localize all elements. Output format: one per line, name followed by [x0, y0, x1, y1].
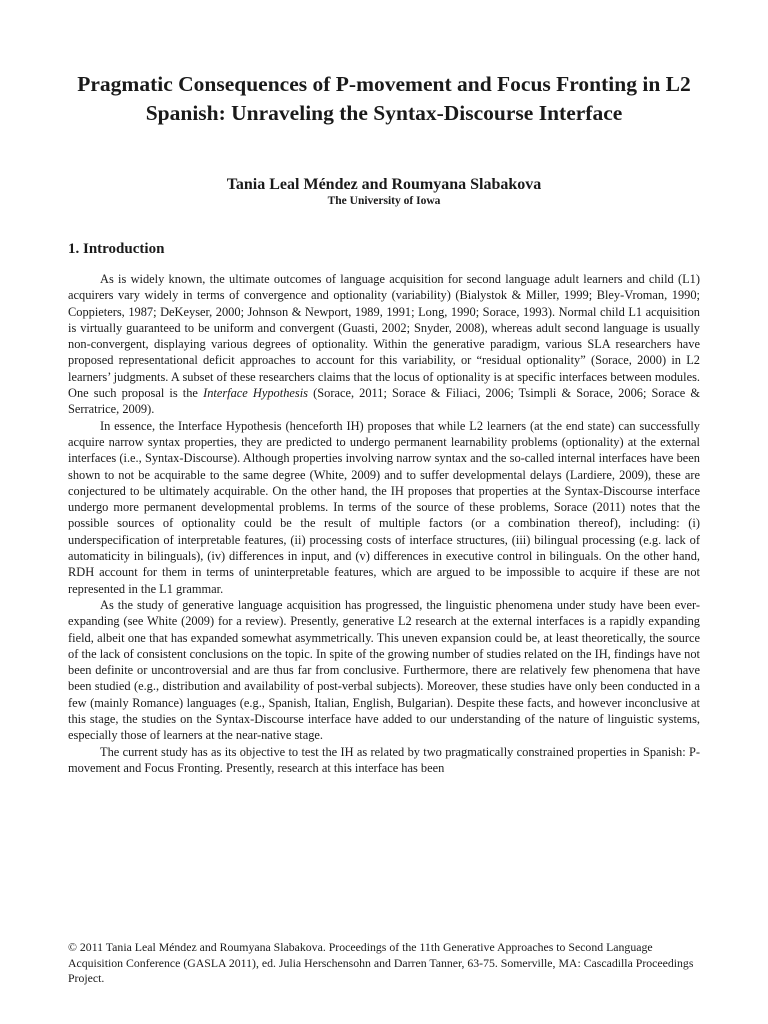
paragraph-1	[68, 271, 700, 418]
paragraph-4: The current study has as its objective to test the IH as related by two pragmatically constrained properties in Spanish: P-movement and Focus Fronting. Presently, research at this interface has been	[68, 744, 700, 775]
paragraph-1-text-b: (Sorace, 2011; Sorace & Filiaci, 2006; Tsimpli & Sorace, 2006; Sorace & Serratrice, 2009).	[68, 386, 701, 417]
interface-hypothesis-term: Interface Hypothesis	[203, 386, 308, 401]
author-affiliation: The University of Iowa	[327, 195, 441, 207]
paragraph-2: In essence, the Interface Hypothesis (henceforth IH) proposes that while L2 learners (at the end state) can successfully acquire narrow syntax properties, they are predicted to undergo permanent learnability problems (optionality) at the external interfaces (i.e., Syntax-Discourse). Although properties involving narrow syntax and the so-called internal interfaces have been shown to not be acquirable to the same degree (White, 2009) and to suffer developmental delays (Lardiere, 2009), these are conjectured to be ultimately acquirable. On the other hand, the IH proposes that properties at the Syntax-Discourse interface undergo more permanent developmental problems. In terms of the source of these problems, Sorace (2011) notes that the possible sources of optionality could be the result of multiple factors (or a combination thereof), including: (i) underspecification of interpretable features, (ii) processing costs of interface structures, (iii) bilingual processing (e.g. lack of automaticity in bilinguals), (iv) differences in input, and (v) differences in executive control in bilinguals. On the other hand, RDH account for them in terms of uninterpretable features, which are argued to be impossible to acquire if these are not represented in the L1 grammar.	[68, 418, 700, 596]
body-text	[68, 271, 700, 776]
section-heading-introduction: 1. Introduction	[68, 241, 165, 257]
paragraph-3: As the study of generative language acquisition has progressed, the linguistic phenomena under study have been ever-expanding (see White (2009) for a review). Presently, generative L2 research at the external interfaces is a rapidly expanding field, albeit one that has expanded somewhat asymmetrically. This uneven expansion could be, at least theoretically, the source of the lack of consistent conclusions on the topic. In spite of the growing number of studies related on the IH, findings have not been definite or uncontroversial and are thus far from conclusive. Furthermore, there are relatively few phenomena that have been studied (e.g., distribution and availability of post-verbal subjects). Moreover, these studies have only been conducted in a few (mainly Romance) languages (e.g., Spanish, Italian, English, Bulgarian). Despite these facts, and however inconclusive at this stage, the studies on the Syntax-Discourse interface have added to our understanding of the nature of linguistic systems, especially those of learners at the near-native stage.	[68, 597, 700, 743]
paragraph-1-text-a: As is widely known, the ultimate outcomes of language acquisition for second language adult learners and child (L1) acquirers vary widely in terms of convergence and optionality (variability) (Bialystok & Miller, 1999; Bley-Vroman, 1990; Coppieters, 1987; DeKeyser, 2000; Johnson & Newport, 1989, 1991; Long, 1990; Sorace, 1993). Normal child L1 acquisition is virtually guaranteed to be uniform and convergent (Guasti, 2002; Snyder, 2008), whereas adult second language is usually non-convergent, displaying various degrees of optionality. Within the generative paradigm, various SLA researchers have proposed representational deficit approaches to account for this variability, or “residual optionality” (Sorace, 2000) in L2 learners’ judgments. A subset of these researchers claims that the locus of optionality is at specific interfaces between modules. One such proposal is the	[68, 272, 700, 401]
copyright-footer: © 2011 Tania Leal Méndez and Roumyana Slabakova. Proceedings of the 11th Generative Approaches to Second Language Acquisition Conference (GASLA 2011), ed. Julia Herschensohn and Darren Tanner, 63-75. Somerville, MA: Cascadilla Proceedings Project.	[68, 940, 694, 985]
paper-title: Pragmatic Consequences of P-movement and Focus Fronting in L2 Spanish: Unraveling the Syntax-Discourse Interface	[77, 72, 691, 125]
paper-authors: Tania Leal Méndez and Roumyana Slabakova	[226, 176, 542, 193]
